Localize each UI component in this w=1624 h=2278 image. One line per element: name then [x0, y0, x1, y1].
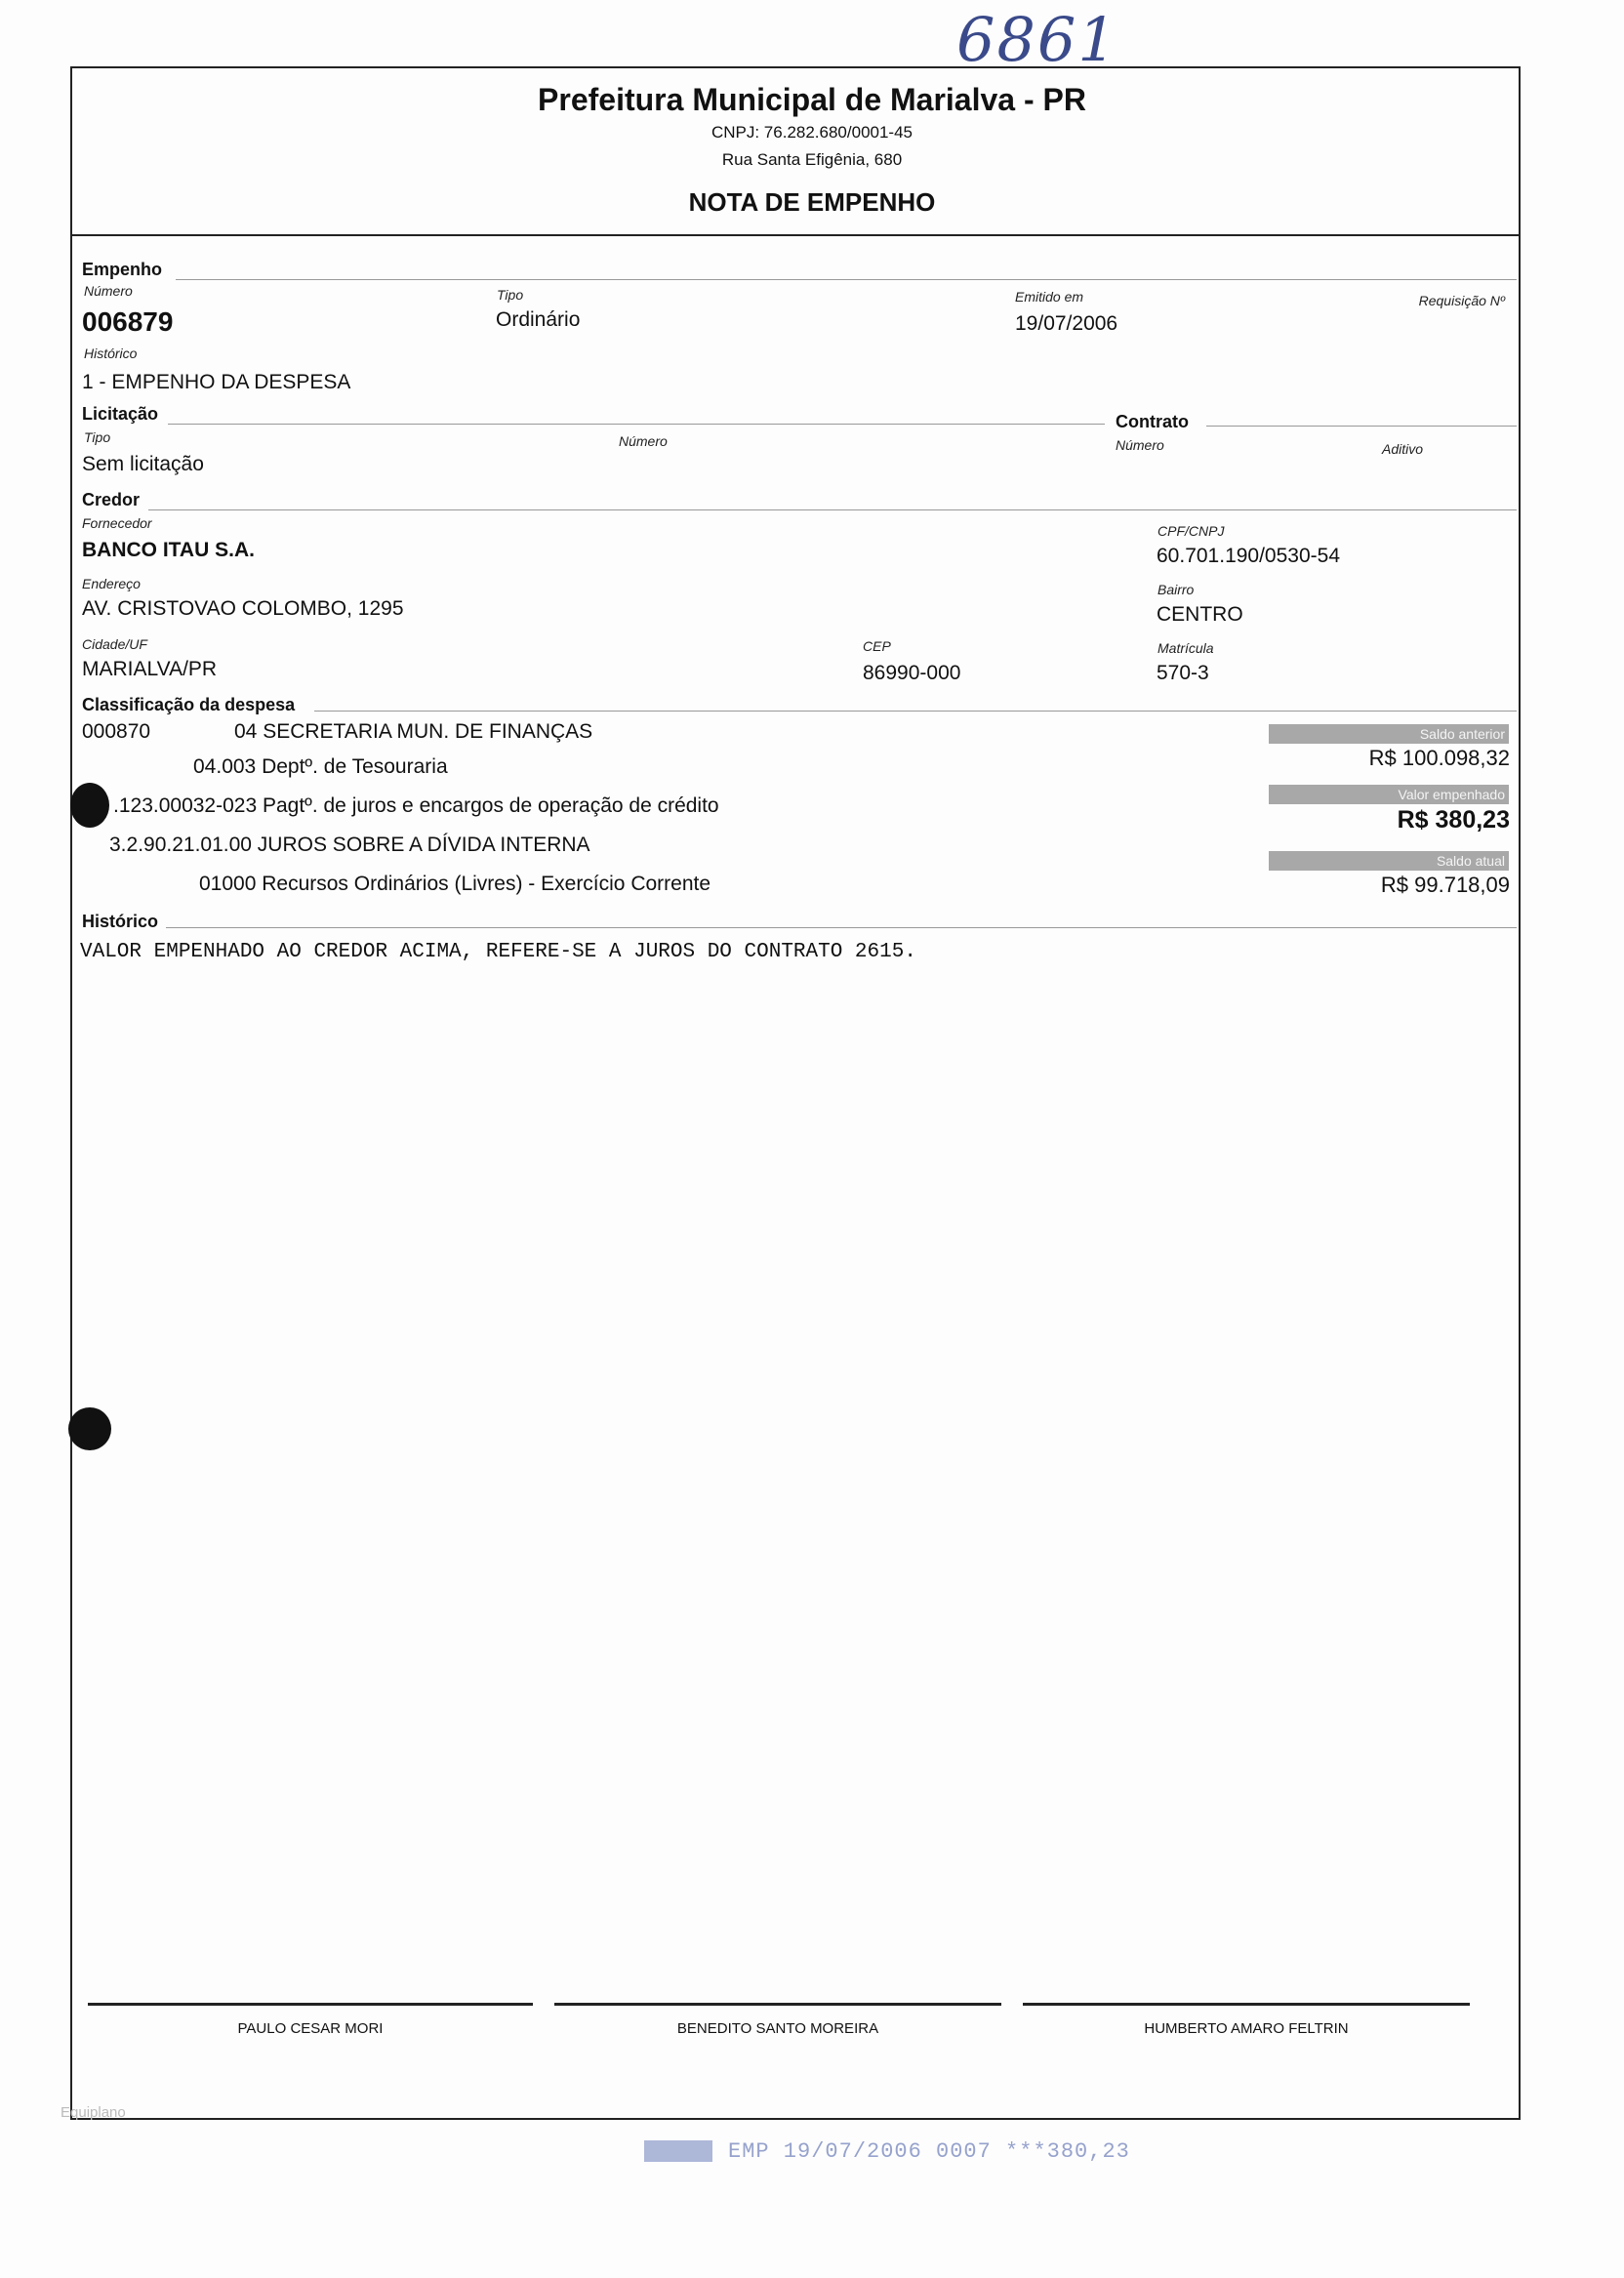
section-rule	[314, 711, 1517, 712]
cpf-cnpj-label: CPF/CNPJ	[1157, 523, 1225, 539]
signature-line	[554, 2003, 1001, 2006]
saldo-atual-value: R$ 99.718,09	[1380, 873, 1510, 897]
emitido-label: Emitido em	[1015, 289, 1084, 305]
contrato-numero-label: Número	[1116, 437, 1164, 453]
empenho-tipo: Ordinário	[496, 308, 581, 331]
punch-hole	[68, 1407, 111, 1450]
section-contrato: Contrato	[1116, 412, 1189, 431]
contrato-aditivo-label: Aditivo	[1382, 441, 1424, 457]
licitacao-tipo-label: Tipo	[84, 429, 111, 445]
document-title: NOTA DE EMPENHO	[688, 187, 936, 217]
classificacao-departamento: 04.003 Deptº. de Tesouraria	[193, 755, 448, 778]
licitacao-tipo: Sem licitação	[82, 453, 204, 475]
matricula-label: Matrícula	[1157, 640, 1214, 656]
historico-text: VALOR EMPENHADO AO CREDOR ACIMA, REFERE-SE A JUROS DO CONTRATO 2615.	[80, 941, 916, 963]
cidade-value: MARIALVA/PR	[82, 658, 218, 680]
signature-line	[88, 2003, 533, 2006]
signature-name: BENEDITO SANTO MOREIRA	[676, 2020, 879, 2037]
handwritten-number: 6861	[956, 4, 1118, 75]
section-licitacao: Licitação	[82, 404, 159, 424]
endereco-label: Endereço	[82, 576, 141, 591]
valor-empenhado-value: R$ 380,23	[1397, 806, 1510, 834]
fornecedor-name: BANCO ITAU S.A.	[82, 539, 255, 561]
emitido-date: 19/07/2006	[1015, 312, 1118, 335]
endereco-value: AV. CRISTOVAO COLOMBO, 1295	[82, 597, 404, 620]
section-credor: Credor	[82, 490, 141, 509]
header-divider	[70, 234, 1521, 236]
address-line: Rua Santa Efigênia, 680	[721, 150, 903, 169]
matricula-value: 570-3	[1157, 662, 1209, 684]
bairro-label: Bairro	[1157, 582, 1195, 597]
signature-line	[1023, 2003, 1470, 2006]
saldo-anterior-label: Saldo anterior	[1269, 724, 1509, 744]
saldo-atual-label: Saldo atual	[1269, 851, 1509, 871]
section-rule	[166, 927, 1517, 928]
signature-name: PAULO CESAR MORI	[237, 2020, 384, 2037]
register-stamp	[644, 2139, 1130, 2164]
licitacao-numero-label: Número	[619, 433, 668, 449]
cep-value: 86990-000	[863, 662, 961, 684]
valor-empenhado-label: Valor empenhado	[1269, 785, 1509, 804]
section-empenho: Empenho	[82, 260, 163, 279]
section-historico: Histórico	[82, 912, 159, 931]
section-rule	[148, 509, 1517, 510]
fornecedor-label: Fornecedor	[82, 515, 152, 531]
footer-brand: Equiplano	[61, 2104, 126, 2121]
section-rule	[168, 424, 1105, 425]
stamp-text: EMP 19/07/2006 0007 ***380,23	[728, 2139, 1130, 2164]
classificacao-secretaria: 04 SECRETARIA MUN. DE FINANÇAS	[234, 720, 593, 743]
empenho-historico: 1 - EMPENHO DA DESPESA	[82, 371, 351, 393]
page-title: Prefeitura Municipal de Marialva - PR	[538, 82, 1086, 117]
cidade-label: Cidade/UF	[82, 636, 147, 652]
historico-label: Histórico	[84, 346, 138, 361]
section-classificacao: Classificação da despesa	[82, 695, 296, 714]
cpf-cnpj-value: 60.701.190/0530-54	[1157, 545, 1341, 567]
classificacao-programa: .123.00032-023 Pagtº. de juros e encargos de operação de crédito	[113, 794, 719, 817]
punch-hole	[70, 783, 109, 828]
section-rule	[176, 279, 1517, 280]
bairro-value: CENTRO	[1157, 603, 1243, 626]
classificacao-fonte: 01000 Recursos Ordinários (Livres) - Exercício Corrente	[199, 873, 711, 895]
classificacao-code: 000870	[82, 720, 151, 743]
cnpj-line: CNPJ: 76.282.680/0001-45	[710, 123, 914, 142]
section-rule	[1206, 426, 1517, 427]
saldo-anterior-value: R$ 100.098,32	[1368, 746, 1510, 770]
empenho-numero-label: Número	[84, 283, 133, 299]
requisicao-label: Requisição Nº	[1418, 293, 1505, 308]
empenho-numero: 006879	[82, 306, 174, 337]
empenho-tipo-label: Tipo	[497, 287, 524, 303]
stamp-logo	[644, 2140, 712, 2162]
cep-label: CEP	[863, 638, 891, 654]
signature-name: HUMBERTO AMARO FELTRIN	[1144, 2020, 1349, 2037]
classificacao-elemento: 3.2.90.21.01.00 JUROS SOBRE A DÍVIDA INTERNA	[109, 834, 590, 856]
